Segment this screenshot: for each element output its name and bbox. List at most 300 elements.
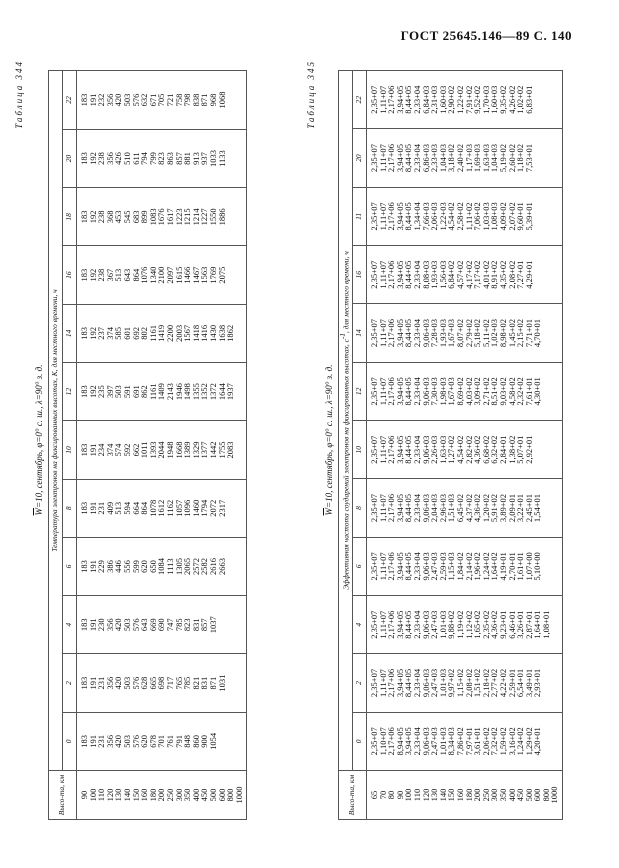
cell-value: 192	[87, 210, 98, 224]
cell-value: 6,54+01	[515, 668, 526, 698]
cell-value: 191	[87, 501, 98, 515]
cell-value: 1,24+02	[480, 552, 491, 581]
cell-value: 2,06+02	[480, 727, 491, 756]
cell-value: 183	[79, 93, 89, 107]
cell-value: 513	[113, 501, 124, 515]
cell-value: 2,31+03	[429, 85, 440, 114]
cell-value: 1,17+03	[463, 143, 474, 173]
cell-value: 643	[139, 618, 150, 632]
cell-value: 857	[199, 618, 210, 632]
cell-value: 183	[79, 210, 89, 224]
cell-value: 1,63+03	[437, 435, 448, 464]
cell-value: 9,23+01	[497, 610, 508, 639]
cell-value: 8,44+05	[403, 85, 414, 114]
cell-value: 9,06+03	[420, 377, 431, 406]
cell-value: 2,08+02	[463, 668, 474, 698]
cell-value: 2,33+04	[411, 552, 422, 581]
cell-value: 8,44+05	[403, 552, 414, 581]
value-cell	[77, 129, 247, 187]
cell-value: 611	[130, 152, 141, 165]
hour-header: 14	[353, 304, 367, 362]
value-cell	[367, 537, 563, 595]
cell-value: 2,59+01	[506, 668, 517, 698]
cell-value: 1083	[147, 208, 158, 226]
cell-value: 678	[147, 734, 158, 748]
hour-header: 2	[353, 654, 367, 712]
cell-value: 503	[121, 676, 132, 690]
hour-header: 0	[63, 712, 77, 770]
cell-value: 671	[147, 93, 158, 107]
cell-value: 798	[182, 93, 193, 107]
cell-value: 160	[454, 788, 465, 802]
cell-value: 1466	[182, 266, 193, 284]
data-row	[367, 71, 563, 820]
cell-value: 367	[104, 268, 115, 282]
cell-value: 374	[104, 443, 115, 457]
cell-value: 453	[113, 210, 124, 224]
cell-value: 1,15+02	[454, 668, 465, 698]
cell-value: 192	[87, 152, 98, 165]
hour-header: 8	[353, 479, 367, 537]
cell-value: 1,59+02	[497, 727, 508, 756]
cell-value: 100	[87, 788, 98, 802]
cell-value: 4,37+02	[463, 493, 474, 523]
cell-value: 6,84+02	[446, 260, 457, 289]
cell-value: 1084	[156, 558, 167, 576]
hour-header: 20	[353, 129, 367, 187]
cell-value: 1068	[216, 91, 227, 109]
cell-value: 2,33+03	[429, 143, 440, 173]
cell-value: 368	[104, 210, 115, 224]
cell-value: 4,22+02	[497, 668, 508, 698]
hour-header: 8	[63, 479, 77, 537]
cell-value: 3,94+05	[394, 318, 405, 348]
cell-value: 9,06+03	[420, 435, 431, 464]
cell-value: 2,47+03	[429, 727, 440, 756]
hour-header: 18	[63, 188, 77, 246]
cell-value: 800	[540, 788, 551, 802]
cell-value: 4,09+02	[497, 202, 508, 231]
hour-header: 10	[63, 421, 77, 479]
cell-value: 2,17+06	[386, 202, 397, 231]
cell-value: 4,70+01	[532, 318, 543, 348]
height-cell	[77, 771, 247, 820]
value-cell	[367, 246, 563, 304]
cell-value: 200	[472, 788, 483, 802]
cell-value: 356	[104, 152, 115, 165]
cell-value: 864	[139, 501, 150, 515]
value-cell	[77, 363, 247, 421]
cell-value: 191	[87, 618, 98, 632]
cell-value: 2,26+03	[429, 435, 440, 464]
cell-value: 2,35+07	[369, 727, 379, 756]
cell-value: 1,64+01	[532, 610, 543, 639]
cell-value: 1937	[225, 383, 236, 401]
cell-value: 620	[139, 734, 150, 748]
cell-value: 2,35+07	[369, 435, 379, 464]
cell-value: 1,11+02	[463, 202, 474, 231]
cell-value: 4,19+01	[497, 552, 508, 581]
cell-value: 1355	[190, 383, 201, 401]
cell-value: 2143	[164, 383, 175, 401]
cell-value: 864	[130, 268, 141, 282]
data-table	[338, 70, 563, 820]
cell-value: 3,94+05	[394, 493, 405, 523]
cell-value: 620	[139, 560, 150, 573]
cell-value: 180	[147, 788, 158, 802]
cell-value: 90	[79, 790, 89, 800]
cell-value: 356	[104, 676, 115, 690]
cell-value: 1948	[164, 441, 175, 459]
table-caption: $\overline{W}=10$, сентябрь, φ=0° с. ш., λ=90° з. д.	[324, 364, 334, 516]
cell-value: 4,35+02	[497, 260, 508, 289]
hours-row	[63, 71, 77, 820]
cell-value: 2,79+02	[463, 318, 474, 348]
cell-value: 8,94+05	[394, 727, 405, 756]
cell-value: 2616	[207, 558, 218, 576]
cell-value: 1498	[182, 383, 193, 401]
cell-value: 4,29+01	[523, 260, 534, 289]
cell-value: 1,29+02	[523, 727, 534, 756]
cell-value: 2,17+06	[386, 435, 397, 464]
col-header-height: Высо-та, км	[339, 771, 367, 820]
cell-value: 2,09+01	[506, 493, 517, 523]
cell-value: 1460	[190, 499, 201, 517]
cell-value: 871	[207, 676, 218, 690]
cell-value: 2100	[156, 266, 167, 284]
cell-value: 1,18+02	[515, 143, 526, 173]
cell-value: 420	[113, 676, 124, 690]
cell-value: 8,91+02	[489, 260, 500, 289]
cell-value: 1755	[216, 441, 227, 459]
cell-value: 576	[130, 93, 141, 107]
cell-value: 1,11+07	[377, 377, 388, 406]
cell-value: 690	[156, 618, 167, 632]
cell-value: 235	[96, 385, 107, 399]
table-caption: $\overline{W}=10$, сентябрь, φ=0° с. ш., λ=90° з. д.	[34, 364, 44, 516]
cell-value: 1,65+02	[472, 610, 483, 639]
cell-value: 503	[121, 734, 132, 748]
cell-value: 1372	[207, 383, 218, 401]
cell-value: 2097	[164, 266, 175, 284]
cell-value: 594	[121, 501, 132, 515]
cell-value: 2,87+01	[523, 610, 534, 639]
hour-header: 4	[63, 596, 77, 654]
cell-value: 823	[182, 618, 193, 632]
cell-value: 450	[515, 788, 526, 802]
value-cell	[367, 304, 563, 362]
hour-header: 16	[63, 246, 77, 304]
cell-value: 2065	[182, 558, 193, 576]
hour-header: 14	[63, 304, 77, 362]
cell-value: 3,22+01	[515, 493, 526, 523]
cell-value: 1550	[207, 208, 218, 226]
cell-value: 2,35+07	[369, 260, 379, 289]
cell-value: 698	[156, 676, 167, 690]
cell-value: 705	[156, 93, 167, 107]
cell-value: 4,01+02	[480, 260, 491, 289]
cell-value: 150	[446, 788, 457, 802]
cell-value: 2083	[225, 441, 236, 459]
cell-value: 374	[104, 327, 115, 340]
cell-value: 7,53+01	[523, 143, 534, 173]
cell-value: 1409	[156, 383, 167, 401]
cell-value: 191	[87, 443, 98, 457]
hour-header: 11	[353, 187, 367, 245]
cell-value: 120	[104, 788, 115, 802]
cell-value: 1,45+02	[506, 318, 517, 348]
cell-value: 1223	[173, 208, 184, 226]
cell-value: 600	[216, 788, 227, 802]
cell-value: 9,52+02	[472, 85, 483, 114]
cell-value: 3,94+05	[394, 377, 405, 406]
cell-value: 7,91+02	[463, 85, 474, 114]
cell-value: 3,94+05	[394, 668, 405, 698]
cell-value: 794	[139, 152, 150, 165]
cell-value: 6,68+02	[480, 435, 491, 464]
cell-value: 183	[79, 501, 89, 515]
cell-value: 426	[113, 152, 124, 165]
cell-value: 1563	[199, 266, 210, 284]
cell-value: 785	[173, 618, 184, 632]
cell-value: 229	[96, 560, 107, 573]
cell-value: 1214	[190, 208, 201, 226]
cell-value: 1442	[207, 441, 218, 459]
cell-value: 2,33+04	[411, 377, 422, 406]
cell-value: 8,44+05	[403, 493, 414, 523]
cell-value: 191	[87, 93, 98, 107]
cell-value: 8,44+05	[403, 202, 414, 231]
cell-value: 8,08+03	[420, 260, 431, 289]
cell-value: 761	[164, 734, 175, 748]
cell-value: 1,27+02	[446, 435, 457, 464]
cell-value: 871	[199, 93, 210, 107]
cell-value: 2,93+01	[532, 668, 543, 698]
cell-value: 643	[121, 268, 132, 282]
cell-value: 2,17+06	[386, 260, 397, 289]
cell-value: 899	[139, 210, 150, 224]
cell-value: 838	[190, 93, 201, 107]
cell-value: 503	[121, 93, 132, 107]
cell-value: 2,35+02	[480, 610, 491, 639]
cell-value: 8,44+05	[403, 318, 414, 348]
cell-value: 2,35+07	[369, 85, 379, 114]
cell-value: 3,09+02	[472, 377, 483, 406]
cell-value: 80	[386, 790, 397, 800]
cell-value: 1,54+01	[532, 493, 543, 523]
cell-value: 2,60+02	[506, 143, 517, 173]
cell-value: 1305	[173, 558, 184, 576]
cell-value: 2,47+03	[429, 610, 440, 639]
cell-value: 3,61+01	[472, 727, 483, 756]
cell-value: 1076	[139, 266, 150, 284]
cell-value: 234	[96, 443, 107, 457]
cell-value: 1078	[147, 499, 158, 517]
cell-value: 450	[199, 788, 210, 802]
cell-value: 799	[147, 152, 158, 165]
cell-value: 7,71+01	[523, 318, 534, 348]
cell-value: 8,44+05	[403, 668, 414, 698]
cell-value: 937	[199, 152, 210, 165]
cell-value: 8,44+05	[403, 610, 414, 639]
cell-value: 7,06+02	[472, 202, 483, 231]
cell-value: 1033	[207, 150, 218, 168]
cell-value: 1,15+03	[446, 552, 457, 581]
cell-value: 5,07+01	[515, 435, 526, 464]
value-cell	[367, 362, 563, 420]
hours-row	[353, 71, 367, 820]
cell-value: 6,32+02	[489, 435, 500, 464]
cell-value: 3,49+01	[523, 668, 534, 698]
cell-value: 1227	[199, 208, 210, 226]
cell-value: 857	[173, 152, 184, 165]
cell-value: 183	[79, 327, 89, 340]
cell-value: 669	[147, 618, 158, 632]
cell-value: 900	[199, 734, 210, 748]
cell-value: 592	[121, 443, 132, 457]
cell-value: 2072	[207, 499, 218, 517]
cell-value: 130	[113, 788, 124, 802]
cell-value: 1,22+02	[454, 85, 465, 114]
cell-value: 913	[190, 152, 201, 165]
cell-value: 356	[104, 618, 115, 632]
cell-value: 2200	[164, 324, 175, 342]
cell-value: 1,34+04	[411, 202, 422, 231]
cell-value: 4,54+02	[446, 202, 457, 231]
cell-value: 7,27+01	[515, 260, 526, 289]
cell-value: 5,10+00	[532, 552, 543, 581]
cell-value: 1,02+02	[515, 85, 526, 114]
cell-value: 250	[480, 788, 491, 802]
cell-value: 2,84+01	[497, 435, 508, 464]
cell-value: 191	[87, 676, 98, 690]
cell-value: 2,59+03	[437, 552, 448, 581]
cell-value: 1419	[156, 324, 167, 342]
cell-value: 2,82+02	[463, 435, 474, 464]
cell-value: 1,56+03	[437, 260, 448, 289]
cell-value: 628	[139, 676, 150, 690]
cell-value: 747	[164, 618, 175, 632]
cell-value: 191	[87, 560, 98, 573]
value-cell	[77, 304, 247, 362]
cell-value: 2,77+02	[489, 668, 500, 698]
cell-value: 2,35+07	[369, 202, 379, 231]
cell-value: 350	[182, 788, 193, 802]
cell-value: 576	[130, 734, 141, 748]
cell-value: 110	[96, 788, 107, 802]
cell-value: 1,61+01	[515, 552, 526, 581]
hour-header: 4	[353, 596, 367, 654]
cell-value: 600	[532, 788, 543, 802]
cell-value: 4,17+02	[463, 260, 474, 289]
cell-value: 7,61+01	[523, 377, 534, 406]
cell-value: 2317	[216, 499, 227, 517]
cell-value: 848	[182, 734, 193, 748]
cell-value: 860	[190, 734, 201, 748]
cell-value: 1,93+03	[429, 260, 440, 289]
cell-value: 1,01+03	[437, 668, 448, 698]
value-cell	[367, 596, 563, 654]
cell-value: 1,04+03	[489, 143, 500, 173]
cell-value: 2,06+03	[429, 202, 440, 231]
cell-value: 1668	[173, 441, 184, 459]
cell-value: 1340	[147, 266, 158, 284]
cell-value: 8,34+03	[446, 727, 457, 756]
cell-value: 2,71+02	[480, 377, 491, 406]
cell-value: 2,17+06	[386, 493, 397, 523]
data-row	[77, 71, 247, 820]
cell-value: 591	[121, 385, 132, 399]
cell-value: 1,07+00	[523, 552, 534, 581]
cell-value: 70	[377, 790, 388, 800]
cell-value: 650	[147, 560, 158, 573]
cell-value: 183	[79, 385, 89, 399]
cell-value: 691	[130, 385, 141, 399]
cell-value: 1057	[173, 499, 184, 517]
cell-value: 2,17+06	[386, 318, 397, 348]
hour-header: 6	[63, 537, 77, 595]
cell-value: 140	[437, 788, 448, 802]
cell-value: 9,06+03	[420, 318, 431, 348]
value-cell	[77, 479, 247, 537]
cell-value: 1352	[199, 383, 210, 401]
cell-value: 3,94+05	[394, 143, 405, 173]
cell-value: 7,28+03	[429, 318, 440, 348]
cell-value: 4,20+01	[532, 727, 543, 756]
cell-value: 2,35+07	[369, 318, 379, 348]
cell-value: 1215	[182, 208, 193, 226]
cell-value: 1,11+07	[377, 669, 388, 697]
cell-value: 1031	[216, 674, 227, 692]
cell-value: 1000	[233, 786, 244, 804]
cell-value: 2,35+07	[369, 668, 379, 698]
cell-value: 4,36+02	[472, 493, 483, 523]
cell-value: 2,17+06	[386, 668, 397, 698]
cell-value: 9,06+03	[420, 493, 431, 523]
cell-value: 2,17+06	[386, 727, 397, 756]
cell-value: 3,89+02	[497, 493, 508, 523]
cell-value: 120	[420, 788, 431, 802]
cell-value: 1,96+02	[472, 552, 483, 581]
cell-value: 500	[523, 788, 534, 802]
value-cell	[367, 187, 563, 245]
cell-value: 662	[130, 443, 141, 457]
cell-value: 2,35+07	[369, 493, 379, 523]
col-header-height: Высо-та, км	[49, 771, 77, 820]
cell-value: 420	[113, 618, 124, 632]
cell-value: 7,32+02	[489, 727, 500, 756]
cell-value: 4,54+02	[454, 435, 465, 464]
value-cell	[77, 246, 247, 304]
cell-value: 831	[199, 676, 210, 690]
cell-value: 4,26+02	[506, 85, 517, 114]
cell-value: 503	[121, 618, 132, 632]
cell-value: 2,90+02	[446, 85, 457, 114]
cell-value: 545	[121, 210, 132, 224]
cell-value: 183	[79, 734, 89, 748]
cell-value: 576	[130, 618, 141, 632]
data-table	[48, 70, 247, 820]
cell-value: 632	[139, 93, 150, 107]
cell-value: 9,06+03	[420, 552, 431, 581]
cell-value: 1467	[190, 266, 201, 284]
cell-value: 1416	[199, 324, 210, 342]
value-cell	[77, 537, 247, 595]
hour-header: 2	[63, 654, 77, 712]
cell-value: 9,60+01	[515, 202, 526, 231]
cell-value: 1,67+03	[446, 377, 457, 406]
cell-value: 7,66+03	[420, 202, 431, 231]
